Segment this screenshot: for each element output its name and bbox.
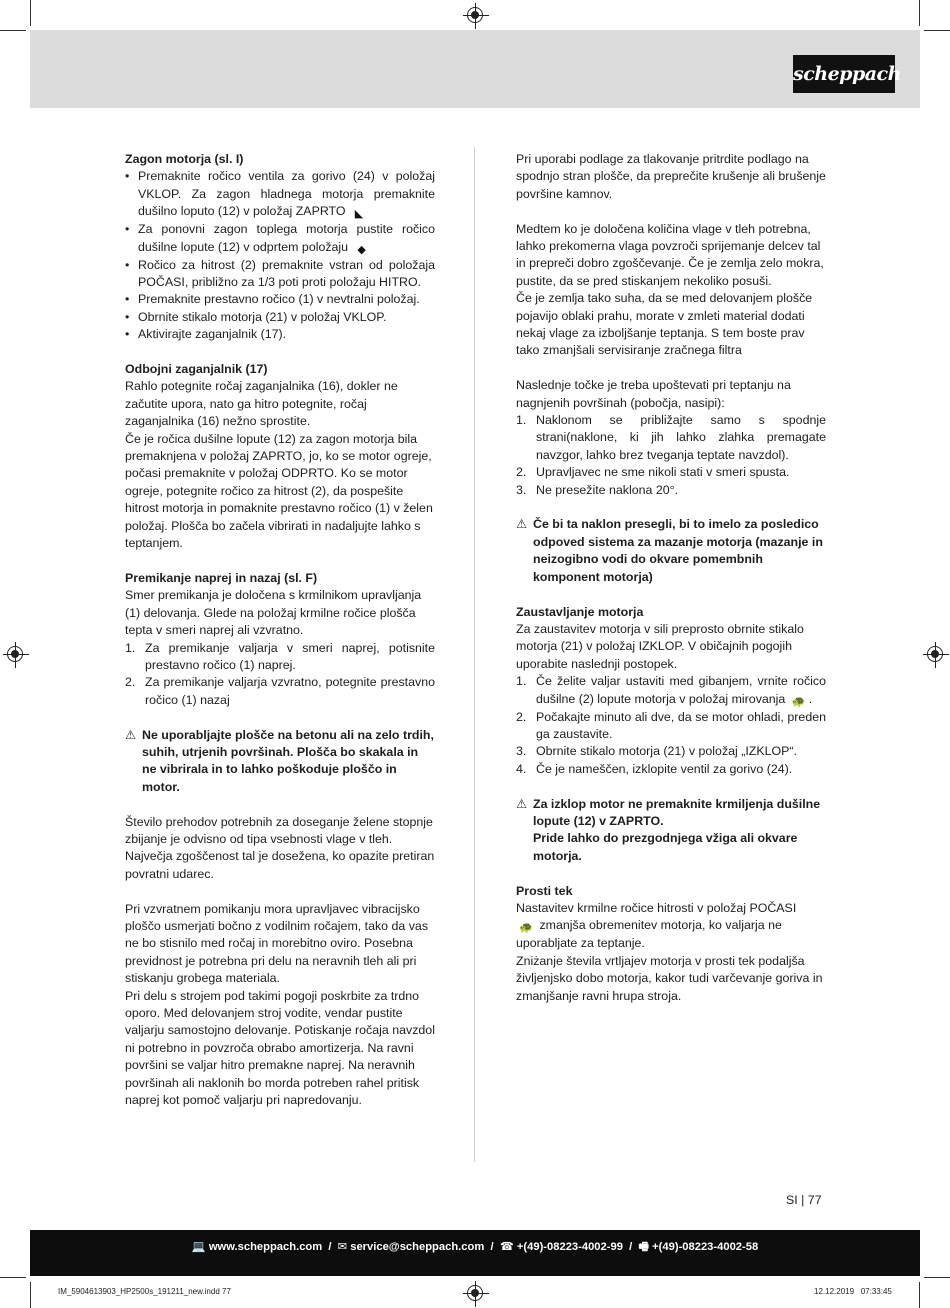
- footer-web-link[interactable]: www.scheppach.com: [208, 1241, 323, 1253]
- section-title-stopping-engine: Zaustavljanje motorja: [516, 604, 644, 619]
- paragraph: Naslednje točke je treba upoštevati pri teptanju na nagnjenih površinah (pobočja, nasipi):: [516, 378, 791, 410]
- choke-closed-icon: ◣: [354, 208, 364, 221]
- footer-fax: +(49)-08223-4002-58: [652, 1241, 759, 1253]
- warning-triangle-icon: ⚠: [516, 796, 528, 811]
- list-item: • Obrnite stikalo motorja (21) v položaj VKLOP.: [125, 309, 435, 326]
- footer-bar: 💻 www.scheppach.com / ✉ service@scheppach.com / ☎ +(49)-08223-4002-99 / 🖷 +(49)-08223-4002-58: [30, 1230, 920, 1276]
- crop-mark: [924, 30, 950, 31]
- paragraph: Za zaustavitev motorja v sili preprosto obrnite stikalo motorja (21) v položaj IZKLOP. V običajnih pogojih uporabite naslednji postopek.: [516, 621, 804, 671]
- choke-open-icon: ◆: [357, 243, 366, 256]
- list-item: • Za ponovni zagon toplega motorja pustite ročico dušilne lopute (12) v odprtem položaju ◆: [125, 221, 435, 256]
- crop-mark: [924, 1277, 950, 1278]
- paragraph: Rahlo potegnite ročaj zaganjalnika (16), dokler ne začutite upora, nato ga hitro potegnite, ročaj zaganjalnika (16) nežno sprostite.: [125, 379, 398, 429]
- left-column: [125, 151, 435, 1109]
- crop-mark: [0, 30, 26, 31]
- paragraph: Zniżanje števila vrtljajev motorja v prosti tek podaljša življenjsko dobo motorja, kakor tudi varčevanje goriva in zmanjšanje ravni hrupa stroja.: [516, 953, 823, 1003]
- print-slug-file: IM_5904613903_HP2500s_191211_new.indd 77: [58, 1287, 231, 1296]
- list-item: 1. Naklonom se približajte samo s spodnje strani(naklone, ki jih lahko zlahka premagate navzgor, lahko brez tveganja teptate navzdol).: [516, 413, 826, 462]
- crop-mark: [919, 1282, 920, 1308]
- paragraph: Če je zemlja tako suha, da se med delovanjem plošče pojavijo oblaki prahu, morate v zmleti material dodati nekaj vlage za izboljšanje teptanja. S tem boste prav tako zmanjšali servisiranje zračnega filtra: [516, 291, 813, 358]
- column-divider: [474, 147, 475, 1162]
- print-slug-date: 12.12.2019 07:33:45: [814, 1287, 892, 1296]
- mail-icon: ✉: [337, 1241, 348, 1253]
- header-band: [30, 30, 920, 108]
- slope-list: [516, 412, 826, 499]
- list-item: 4. Če je nameščen, izklopite ventil za gorivo (24).: [516, 761, 793, 776]
- registration-mark-icon: [467, 7, 483, 23]
- crop-mark: [919, 0, 920, 26]
- turtle-slow-icon: 🐢: [519, 922, 533, 935]
- warning-triangle-icon: ⚠: [125, 727, 137, 742]
- page-number: SI | 77: [786, 1193, 822, 1207]
- stopping-list: [516, 673, 826, 778]
- paragraph: Pri uporabi podlage za tlakovanje pritrdite podlago na spodnjo stran plošče, da preprečite krušenje ali brušenje površine kamnov.: [516, 152, 826, 201]
- list-item: • Aktivirajte zaganjalnik (17).: [125, 326, 435, 343]
- computer-icon: 💻: [191, 1241, 206, 1253]
- warning-triangle-icon: ⚠: [516, 517, 528, 532]
- section-title-forward-reverse: Premikanje naprej in nazaj (sl. F): [125, 570, 318, 585]
- phone-icon: ☎: [499, 1241, 514, 1253]
- list-item: 3. Ne presežite naklona 20°.: [516, 482, 679, 497]
- fax-icon: 🖷: [638, 1241, 650, 1253]
- footer-email-link[interactable]: service@scheppach.com: [350, 1241, 485, 1253]
- section-title-idle: Prosti tek: [516, 883, 573, 898]
- right-column: [516, 151, 826, 1005]
- warning-choke: ⚠ Za izklop motor ne premaknite krmiljenja dušilne lopute (12) v ZAPRTO. Pride lahko do prezgodnjega vžiga ali okvare motorja.: [516, 796, 821, 863]
- list-item: 1. Za premikanje valjarja v smeri naprej, potisnite prestavno ročico (1) naprej.: [125, 640, 435, 672]
- list-item: • Premaknite prestavno ročico (1) v nevtralni položaj.: [125, 291, 435, 308]
- forward-reverse-list: [125, 640, 435, 710]
- section-title-engine-start: Zagon motorja (sl. I): [125, 152, 244, 166]
- paragraph: Število prehodov potrebnih za doseganje želene stopnje zbijanje je odvisno od tipa vsebnosti vlage v tleh. Največja zgoščenost tal je dosežena, ko opazite pretiran povratni udarec.: [125, 814, 435, 881]
- paragraph: Medtem ko je določena količina vlage v tleh potrebna, lahko prekomerna vlaga povzroči sprijemanje delcev tal in prepreči dobro zgoščevanje. Če je zemlja zelo mokra, pustite, da se pred stiskanjem nekoliko posuši.: [516, 221, 824, 288]
- crop-mark: [0, 1277, 26, 1278]
- section-title-recoil-starter: Odbojni zaganjalnik (17): [125, 362, 268, 377]
- registration-mark-icon: [467, 1285, 483, 1301]
- engine-start-list: [125, 168, 435, 343]
- list-item: • Premaknite ročico ventila za gorivo (24) v položaj VKLOP. Za zagon hladnega motorja premaknite dušilno loputo (12) v položaj ZAPRTO ◣: [125, 168, 435, 221]
- list-item: 2. Za premikanje valjarja vzvratno, potegnite prestavno ročico (1) nazaj: [125, 675, 435, 707]
- list-item: 2. Počakajte minuto ali dve, da se motor ohladi, preden ga zaustavite.: [516, 709, 826, 741]
- crop-mark: [30, 0, 31, 26]
- warning-concrete: ⚠ Ne uporabljajte plošče na betonu ali na zelo trdih, suhih, utrjenih površinah. Plošča bo skakala in ne vibrirala in to lahko poškoduje ploščo in motor.: [125, 727, 434, 794]
- registration-mark-icon: [927, 646, 943, 662]
- list-item: 2. Upravljavec ne sme nikoli stati v smeri spusta.: [516, 465, 790, 480]
- footer-phone: +(49)-08223-4002-99: [516, 1241, 623, 1253]
- warning-slope: ⚠ Če bi ta naklon presegli, bi to imelo za posledico odpoved sistema za mazanje motorja (mazanje in neizogibno vodi do okvare pomembnih komponent motorja): [516, 517, 823, 584]
- list-item: • Ročico za hitrost (2) premaknite vstran od položaja POČASI, približno za 1/3 poti proti položaju HITRO.: [125, 257, 435, 292]
- paragraph: Nastavitev krmilne ročice hitrosti v položaj POČASI 🐢 zmanjša obremenitev motorja, ko valjarja ne uporabljate za teptanje.: [516, 900, 797, 951]
- paragraph: Če je ročica dušilne lopute (12) za zagon motorja bila premaknjena v položaj ZAPRTO, jo, ko se motor ogreje, počasi premaknite v položaj ODPRTO. Ko se motor ogreje, potegnite ročico za hitrost (2), da pospešite hitrost motorja in pomaknite prestavno ročico (1) v želen položaj. Plošča bo začela vibrirati in nadaljujte lahko s teptanjem.: [125, 431, 433, 551]
- list-item: 3. Obrnite stikalo motorja (21) v položaj „IZKLOP“.: [516, 744, 797, 759]
- paragraph: Smer premikanja je določena s krmilnikom upravljanja (1) delovanja. Glede na položaj krmilne ročice plošča tepta v smeri naprej ali vzvratno.: [125, 588, 422, 638]
- paragraph: Pri delu s strojem pod takimi pogoji poskrbite za trdno oporo. Med delovanjem stroj vodite, vendar pustite valjarju samostojno delovanje. Potiskanje ročaja navzdol ni potrebno in povzroča obrabo amortizerja. Na ravni površini se valjar hitro premakne naprej. Na neravnih površinah ali naklonih bo morda potreben rahel pritisk naprej kot pomoč valjarju pri napredovanju.: [125, 988, 435, 1108]
- crop-mark: [30, 1282, 31, 1308]
- list-item: 1. Če želite valjar ustaviti med gibanjem, vrnite ročico dušilne (2) lopute motorja v položaj mirovanja 🐢 .: [516, 674, 826, 708]
- scheppach-logo: scheppach: [793, 55, 895, 93]
- turtle-slow-icon: 🐢: [791, 695, 806, 708]
- paragraph: Pri vzvratnem pomikanju mora upravljavec vibracijsko ploščo usmerjati bočno z vodilnim ročajem, tako da vas ne bo stisnilo med ročaj in morebitno oviro. Posebna previdnost je potrebna pri delu na neravnih tleh ali pri stiskanju grobega materiala.: [125, 901, 429, 986]
- registration-mark-icon: [7, 646, 23, 662]
